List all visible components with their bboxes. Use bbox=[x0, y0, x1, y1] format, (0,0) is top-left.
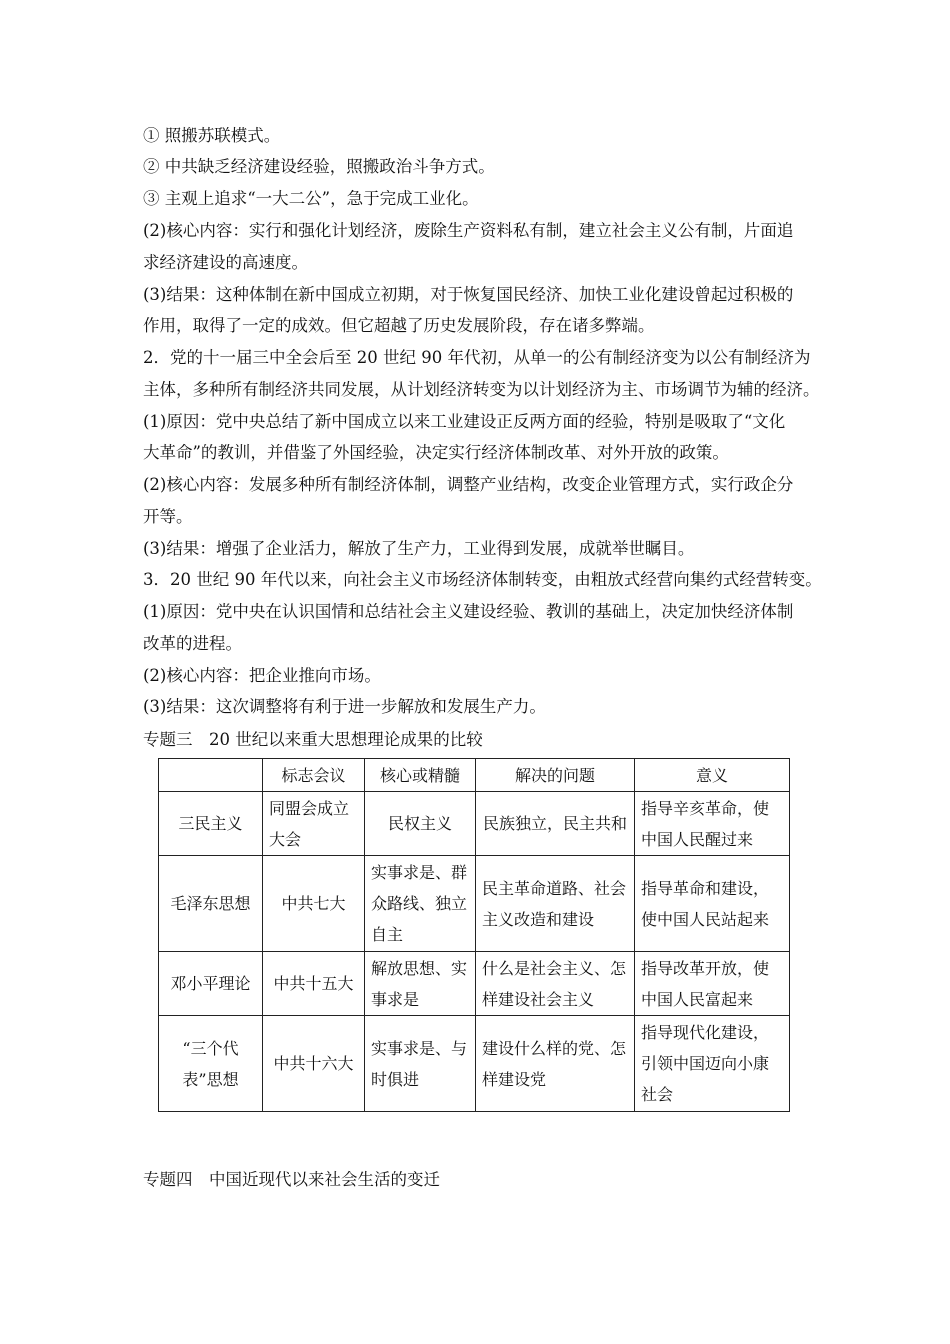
table-cell: 中共十六大 bbox=[263, 1016, 365, 1112]
table-cell: 指导辛亥革命，使中国人民醒过来 bbox=[635, 792, 790, 856]
table-cell: 中共七大 bbox=[263, 856, 365, 952]
text-line: ③ 主观上追求“一大二公”，急于完成工业化。 bbox=[143, 189, 479, 208]
table-cell: “三个代表”思想 bbox=[159, 1016, 263, 1112]
table-cell: 毛泽东思想 bbox=[159, 856, 263, 952]
table-cell: 指导革命和建设，使中国人民站起来 bbox=[635, 856, 790, 952]
text-line: 改革的进程。 bbox=[143, 634, 242, 653]
table-cell: 邓小平理论 bbox=[159, 952, 263, 1016]
text-line: 大革命”的教训，并借鉴了外国经验，决定实行经济体制改革、对外开放的政策。 bbox=[143, 443, 729, 462]
text-line: 主体，多种所有制经济共同发展，从计划经济转变为以计划经济为主、市场调节为辅的经济。 bbox=[143, 380, 820, 399]
table-header-cell: 标志会议 bbox=[263, 759, 365, 792]
table-cell: 民族独立，民主共和 bbox=[476, 792, 635, 856]
table-cell: 民主革命道路、社会主义改造和建设 bbox=[476, 856, 635, 952]
text-line: ① 照搬苏联模式。 bbox=[143, 126, 281, 145]
text-line: ② 中共缺乏经济建设经验，照搬政治斗争方式。 bbox=[143, 157, 495, 176]
table-row bbox=[159, 1016, 790, 1112]
text-line: (2)核心内容：发展多种所有制经济体制，调整产业结构，改变企业管理方式，实行政企分 bbox=[143, 475, 794, 494]
table-cell: 民权主义 bbox=[365, 792, 476, 856]
text-line: 作用，取得了一定的成效。但它超越了历史发展阶段，存在诸多弊端。 bbox=[143, 316, 655, 335]
text-line: 2．党的十一届三中全会后至 20 世纪 90 年代初，从单一的公有制经济变为以公有制经济为 bbox=[143, 348, 811, 367]
text-line: (1)原因：党中央总结了新中国成立以来工业建设正反两方面的经验，特别是吸取了“文化 bbox=[143, 412, 786, 431]
table-cell: 中共十五大 bbox=[263, 952, 365, 1016]
text-line: (3)结果：增强了企业活力，解放了生产力，工业得到发展，成就举世瞩目。 bbox=[143, 539, 695, 558]
table-cell: 实事求是、与时俱进 bbox=[365, 1016, 476, 1112]
table-cell: 建设什么样的党、怎样建设党 bbox=[476, 1016, 635, 1112]
text-line: (1)原因：党中央在认识国情和总结社会主义建设经验、教训的基础上，决定加快经济体制 bbox=[143, 602, 794, 621]
section-heading: 专题三 20 世纪以来重大思想理论成果的比较 bbox=[143, 730, 483, 749]
text-line: 求经济建设的高速度。 bbox=[143, 253, 308, 272]
text-line: (3)结果：这次调整将有利于进一步解放和发展生产力。 bbox=[143, 697, 546, 716]
text-line: 3．20 世纪 90 年代以来，向社会主义市场经济体制转变，由粗放式经营向集约式经营转变。 bbox=[143, 570, 822, 589]
table-header-cell: 核心或精髓 bbox=[365, 759, 476, 792]
text-line: 开等。 bbox=[143, 507, 193, 526]
table-cell: 什么是社会主义、怎样建设社会主义 bbox=[476, 952, 635, 1016]
table-row bbox=[159, 952, 790, 1016]
table-cell: 三民主义 bbox=[159, 792, 263, 856]
table-cell: 指导改革开放，使中国人民富起来 bbox=[635, 952, 790, 1016]
table-header-cell: 解决的问题 bbox=[476, 759, 635, 792]
text-line: (2)核心内容：实行和强化计划经济，废除生产资料私有制，建立社会主义公有制，片面追 bbox=[143, 221, 794, 240]
table-header-cell bbox=[159, 759, 263, 792]
table-header-row bbox=[159, 759, 790, 792]
table-header-cell: 意义 bbox=[635, 759, 790, 792]
table-cell: 解放思想、实事求是 bbox=[365, 952, 476, 1016]
table-cell: 指导现代化建设，引领中国迈向小康社会 bbox=[635, 1016, 790, 1112]
table-row bbox=[159, 792, 790, 856]
text-line: (3)结果：这种体制在新中国成立初期，对于恢复国民经济、加快工业化建设曾起过积极的 bbox=[143, 285, 794, 304]
table-row bbox=[159, 856, 790, 952]
table-cell: 同盟会成立大会 bbox=[263, 792, 365, 856]
table-cell: 实事求是、群众路线、独立自主 bbox=[365, 856, 476, 952]
comparison-table bbox=[158, 758, 790, 1112]
text-line: (2)核心内容：把企业推向市场。 bbox=[143, 666, 381, 685]
section-heading: 专题四 中国近现代以来社会生活的变迁 bbox=[143, 1170, 440, 1189]
